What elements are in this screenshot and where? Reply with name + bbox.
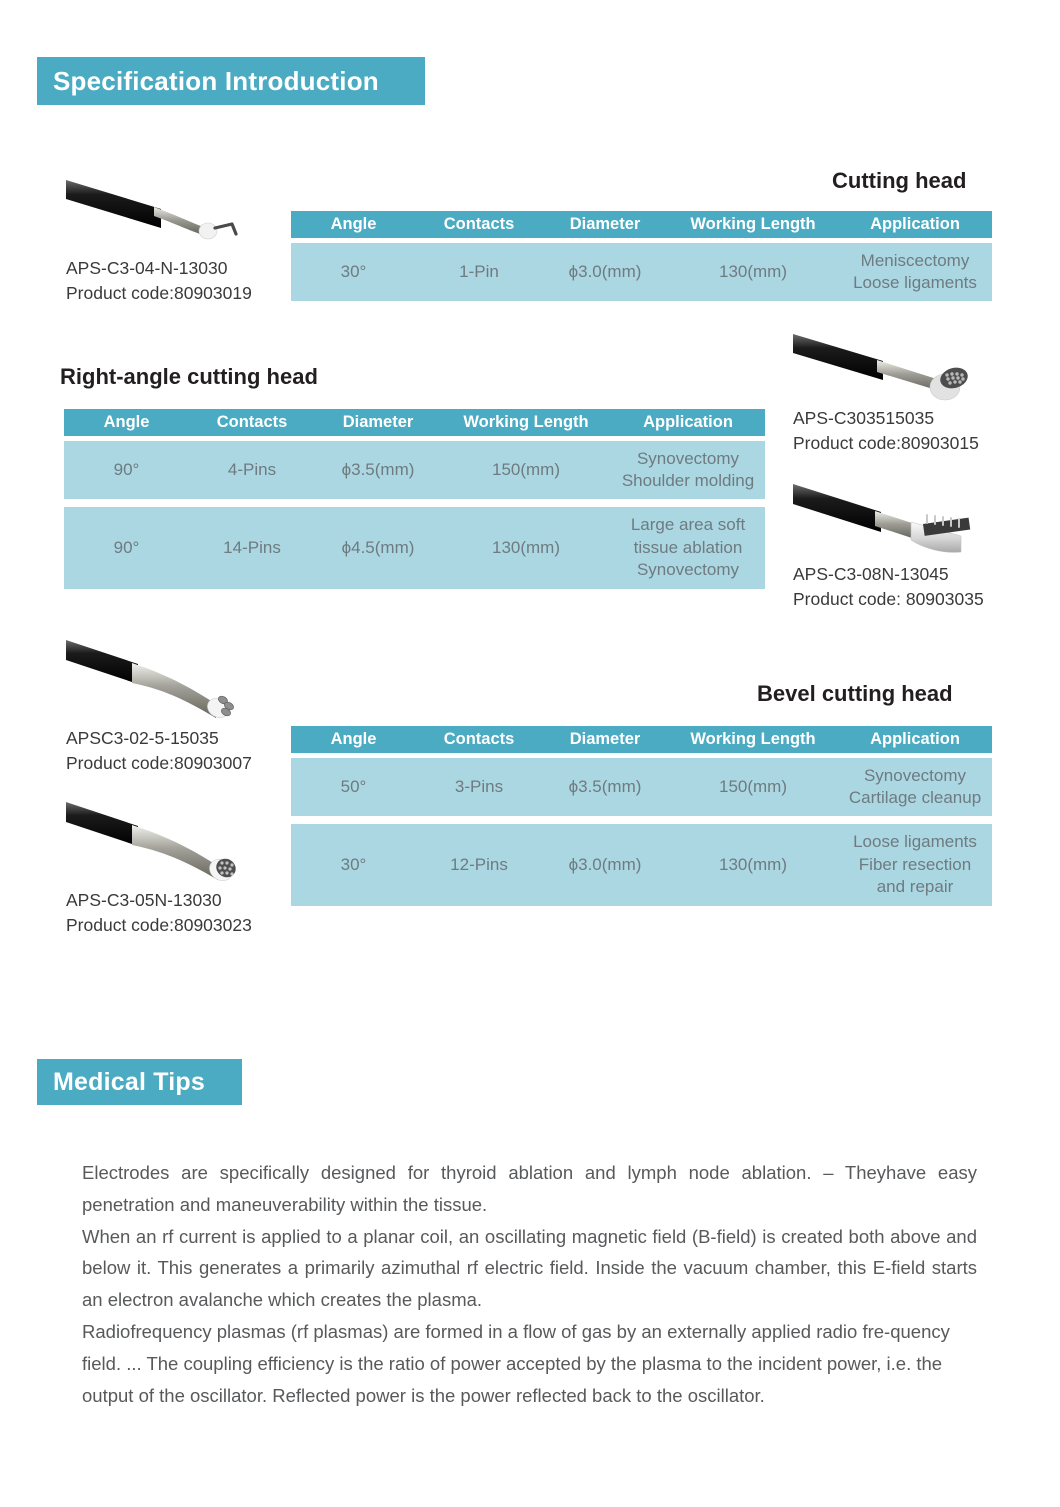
probe-image-bevel-multi-pin bbox=[66, 800, 276, 882]
product-figure-3 bbox=[793, 480, 1033, 612]
product-model-3: APS-C3-08N-13045 bbox=[793, 564, 949, 584]
table-row bbox=[64, 441, 765, 507]
probe-image-right-angle-multi-pin bbox=[793, 330, 998, 402]
cell-diameter: ϕ4.5(mm) bbox=[315, 507, 441, 589]
cell-application: Synovectomy Cartilage cleanup bbox=[838, 758, 992, 824]
section-banner-specification bbox=[37, 57, 425, 105]
product-model-5: APS-C3-05N-13030 bbox=[66, 890, 222, 910]
product-caption-2 bbox=[793, 406, 1033, 456]
col-header-working-length: Working Length bbox=[668, 211, 838, 243]
cell-contacts: 14-Pins bbox=[189, 507, 315, 589]
product-figure-4 bbox=[66, 638, 306, 776]
product-code-1: Product code:80903019 bbox=[66, 282, 252, 303]
cell-contacts: 1-Pin bbox=[416, 243, 542, 301]
probe-image-hook-electrode bbox=[66, 172, 266, 250]
product-model-1: APS-C3-04-N-13030 bbox=[66, 258, 228, 278]
cell-diameter: ϕ3.5(mm) bbox=[315, 441, 441, 507]
col-header-diameter: Diameter bbox=[542, 726, 668, 758]
probe-image-right-angle-comb bbox=[793, 480, 998, 558]
col-header-angle: Angle bbox=[291, 211, 416, 243]
cell-application: Large area soft tissue ablation Synovectomy bbox=[611, 507, 765, 589]
cell-angle: 30° bbox=[291, 243, 416, 301]
col-header-working-length: Working Length bbox=[668, 726, 838, 758]
cell-diameter: ϕ3.0(mm) bbox=[542, 243, 668, 301]
cell-angle: 30° bbox=[291, 824, 416, 906]
product-figure-1 bbox=[66, 172, 306, 306]
section-banner-medical-tips-label: Medical Tips bbox=[53, 1067, 205, 1096]
cell-application: Meniscectomy Loose ligaments bbox=[838, 243, 992, 301]
col-header-contacts: Contacts bbox=[189, 409, 315, 441]
tips-paragraph-1: Electrodes are specifically designed for thyroid ablation and lymph node ablation. – Theyhave easy penetration and maneuverability within the tissue. bbox=[82, 1162, 977, 1215]
product-caption-4 bbox=[66, 726, 306, 776]
cell-diameter: ϕ3.5(mm) bbox=[542, 758, 668, 824]
product-caption-5 bbox=[66, 888, 306, 938]
table-row bbox=[64, 507, 765, 589]
table-right-angle-cutting-head bbox=[64, 409, 765, 589]
col-header-diameter: Diameter bbox=[315, 409, 441, 441]
product-code-2: Product code:80903015 bbox=[793, 432, 979, 453]
cell-contacts: 3-Pins bbox=[416, 758, 542, 824]
cell-diameter: ϕ3.0(mm) bbox=[542, 824, 668, 906]
heading-bevel-cutting-head: Bevel cutting head bbox=[757, 681, 953, 706]
medical-tips-body bbox=[82, 1157, 977, 1412]
heading-right-angle-cutting-head: Right-angle cutting head bbox=[60, 364, 318, 389]
table-header-row bbox=[64, 409, 765, 441]
cell-working-length: 150(mm) bbox=[441, 441, 611, 507]
product-code-4: Product code:80903007 bbox=[66, 752, 252, 773]
cell-working-length: 130(mm) bbox=[668, 243, 838, 301]
table-header-row bbox=[291, 211, 992, 243]
table-bevel-cutting-head bbox=[291, 726, 992, 906]
col-header-contacts: Contacts bbox=[416, 726, 542, 758]
col-header-diameter: Diameter bbox=[542, 211, 668, 243]
cell-application: Synovectomy Shoulder molding bbox=[611, 441, 765, 507]
product-code-5: Product code:80903023 bbox=[66, 914, 252, 935]
cell-angle: 90° bbox=[64, 507, 189, 589]
cell-contacts: 12-Pins bbox=[416, 824, 542, 906]
col-header-application: Application bbox=[838, 726, 992, 758]
product-model-4: APSC3-02-5-15035 bbox=[66, 728, 219, 748]
col-header-angle: Angle bbox=[291, 726, 416, 758]
cell-angle: 90° bbox=[64, 441, 189, 507]
section-banner-medical-tips bbox=[37, 1059, 242, 1105]
tips-paragraph-3: Radiofrequency plasmas (rf plasmas) are formed in a flow of gas by an externally applied radio fre-quency field. ... The coupling efficiency is the ratio of power accepted by the plasma to the incident power, i.e. the output of the oscillator. Reflected power is the power reflected back to the oscillator. bbox=[82, 1321, 950, 1406]
table-header-row bbox=[291, 726, 992, 758]
product-code-3: Product code: 80903035 bbox=[793, 588, 984, 609]
product-caption-1 bbox=[66, 256, 306, 306]
cell-application: Loose ligaments Fiber resection and repair bbox=[838, 824, 992, 906]
col-header-application: Application bbox=[611, 409, 765, 441]
table-row bbox=[291, 824, 992, 906]
col-header-working-length: Working Length bbox=[441, 409, 611, 441]
product-figure-2 bbox=[793, 330, 1033, 456]
col-header-contacts: Contacts bbox=[416, 211, 542, 243]
product-caption-3 bbox=[793, 562, 1033, 612]
probe-image-bevel-3-pin bbox=[66, 638, 276, 720]
table-row bbox=[291, 243, 992, 301]
cell-contacts: 4-Pins bbox=[189, 441, 315, 507]
cell-angle: 50° bbox=[291, 758, 416, 824]
table-row bbox=[291, 758, 992, 824]
cell-working-length: 130(mm) bbox=[441, 507, 611, 589]
product-figure-5 bbox=[66, 800, 306, 938]
section-banner-specification-label: Specification Introduction bbox=[53, 65, 379, 96]
cell-working-length: 130(mm) bbox=[668, 824, 838, 906]
heading-cutting-head: Cutting head bbox=[832, 168, 967, 193]
cell-working-length: 150(mm) bbox=[668, 758, 838, 824]
table-cutting-head bbox=[291, 211, 992, 301]
col-header-angle: Angle bbox=[64, 409, 189, 441]
product-model-2: APS-C303515035 bbox=[793, 408, 935, 428]
col-header-application: Application bbox=[838, 211, 992, 243]
tips-paragraph-2: When an rf current is applied to a planar coil, an oscillating magnetic field (B-field) is created both above and below it. This generates a primarily azimuthal rf electric field. Inside the vacuum chamber, this E-field starts an electron avalanche which creates the plasma. bbox=[82, 1225, 977, 1311]
